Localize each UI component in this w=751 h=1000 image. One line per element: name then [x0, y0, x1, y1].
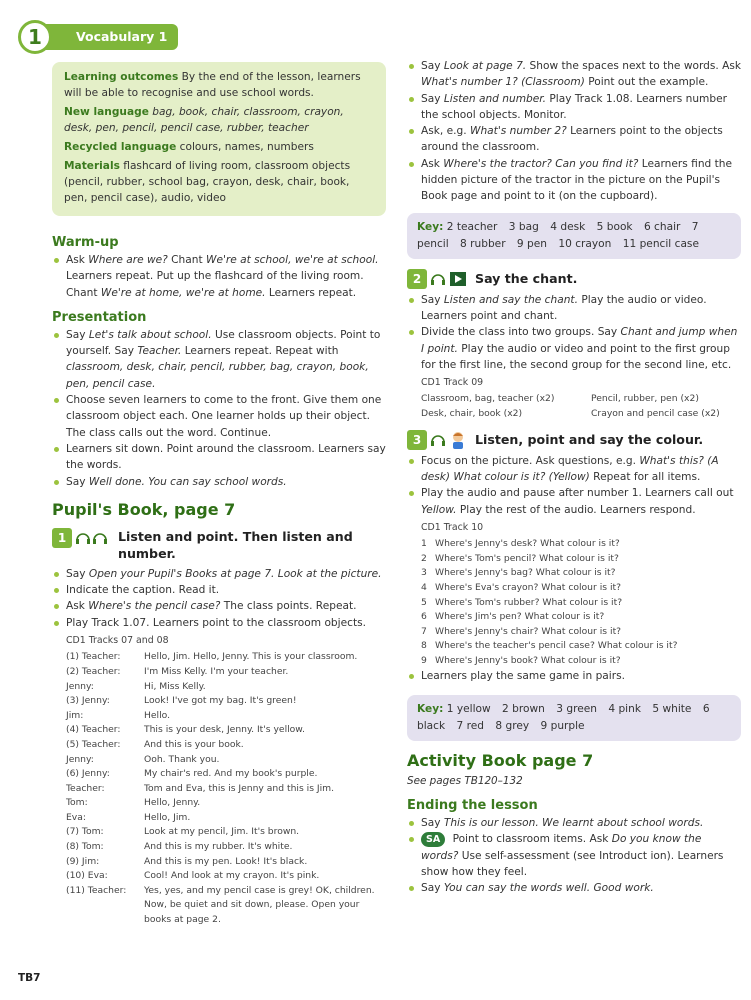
list-item: Focus on the picture. Ask questions, e.g. What's this? (A desk) What colour is it? (Yellow) Repeat for all items.: [407, 453, 741, 486]
materials-label: Materials: [64, 160, 120, 172]
script-line: Teacher: Tom and Eva, this is Jenny and this is Jim.: [66, 782, 335, 794]
activity-1-continued-list: [407, 58, 741, 205]
presentation-heading: Presentation: [52, 309, 147, 325]
list-item: SA Point to classroom items. Ask Do you know the words? Use self-assessment (see Introduct ion). Learners show how they feel.: [407, 831, 741, 880]
script-line: (3) Jenny: Look! I've got my bag. It's green!: [66, 695, 297, 707]
self-assessment-badge: SA: [421, 832, 445, 847]
headphones-icon: [74, 528, 110, 548]
learning-outcomes-text: By the end of the lesson, learners will be able to recognise and use school words.: [64, 71, 361, 99]
key-item: 2 brown: [502, 702, 545, 715]
list-item: Play the audio and pause after number 1. Learners call out Yellow. Play the rest of the audio. Learners respond.: [407, 485, 741, 518]
left-column: [52, 234, 386, 928]
headphones-icon: [429, 269, 447, 289]
question-line: 2 Where's Tom's pencil? What colour is it?: [421, 552, 619, 564]
ending-heading: Ending the lesson: [407, 798, 538, 814]
list-item: Say This is our lesson. We learnt about school words.: [407, 815, 741, 831]
track-title: CD1 Tracks 07 and 08: [66, 635, 169, 647]
activity-1-list: [52, 566, 386, 631]
list-item: Say Look at page 7. Show the spaces next to the words. Ask What's number 1? (Classroom) Point out the example.: [407, 58, 741, 91]
activity-title: Listen, point and say the colour.: [475, 432, 704, 448]
key-item: 3 bag: [508, 220, 539, 233]
lesson-info-box: [52, 62, 386, 216]
list-item: Say Listen and number. Play Track 1.08. Learners number the school objects. Monitor.: [407, 91, 741, 124]
script-line: (9) Jim: And this is my pen. Look! It's black.: [66, 855, 308, 867]
recycled-language-text: colours, names, numbers: [179, 141, 314, 153]
list-item: Ask Where's the tractor? Can you find it? Learners find the hidden picture of the tractor in the picture on the Pupil's Book page and point to it (on the cupboard).: [407, 156, 741, 205]
audio-script: [66, 650, 386, 927]
key-item: 9 pen: [516, 237, 547, 250]
list-item: Say You can say the words well. Good work.: [407, 880, 741, 896]
script-line: (2) Teacher: I'm Miss Kelly. I'm your teacher.: [66, 665, 289, 677]
track-title: CD1 Track 09: [421, 377, 484, 389]
question-line: 5 Where's Tom's rubber? What colour is it?: [421, 596, 623, 608]
question-line: 8 Where's the teacher's pencil case? What colour is it?: [421, 640, 678, 652]
key-item: 6 black: [417, 702, 710, 732]
activity-title: Say the chant.: [475, 271, 578, 287]
question-list: [421, 537, 741, 668]
new-language-label: New language: [64, 106, 149, 118]
activity-number: 1: [52, 528, 72, 548]
key-item: 8 rubber: [460, 237, 506, 250]
list-item: Say Let's talk about school. Use classroom objects. Point to yourself. Say Teacher. Learners repeat. Repeat with classroom, desk, chair, pencil, rubber, bag, crayon, book, pen, pencil case.: [52, 327, 386, 392]
list-item: Learners play the same game in pairs.: [407, 668, 741, 684]
presentation-list: [52, 327, 386, 490]
script-line: Jenny: Ooh. Thank you.: [66, 753, 220, 765]
list-item: Learners sit down. Point around the classroom. Learners say the words.: [52, 441, 386, 474]
question-line: 9 Where's Jenny's book? What colour is it?: [421, 654, 621, 666]
key-item: 4 desk: [550, 220, 586, 233]
key-item: 7 red: [456, 719, 484, 732]
activity-number: 3: [407, 430, 427, 450]
key-item: 3 green: [556, 702, 597, 715]
script-line: (6) Jenny: My chair's red. And my book's purple.: [66, 768, 318, 780]
activity-1-header: [52, 528, 386, 562]
script-line: (8) Tom: And this is my rubber. It's white.: [66, 841, 293, 853]
activity-book-heading: Activity Book page 7: [407, 750, 594, 770]
key-item: 6 chair: [643, 220, 681, 233]
question-line: 7 Where's Jenny's chair? What colour is it?: [421, 625, 622, 637]
key-item: 2 teacher: [446, 220, 498, 233]
activity-book-reference: See pages TB120–132: [407, 774, 523, 787]
activity-3-list: [407, 453, 741, 518]
learning-outcomes-label: Learning outcomes: [64, 71, 179, 83]
pupils-book-heading: Pupil's Book, page 7: [52, 499, 236, 519]
video-icon: [449, 269, 467, 289]
key-item: 5 white: [652, 702, 692, 715]
page-number: TB7: [18, 972, 41, 984]
key-item: 1 yellow: [446, 702, 491, 715]
recycled-language-label: Recycled language: [64, 141, 177, 153]
answer-key-2: [407, 695, 741, 741]
answer-key-1: [407, 213, 741, 259]
script-line: (7) Tom: Look at my pencil, Jim. It's brown.: [66, 826, 300, 838]
unit-number-badge: 1: [18, 20, 52, 54]
key-item: 7 pencil: [417, 220, 699, 250]
activity-title: Listen and point. Then listen and number.: [118, 528, 353, 561]
unit-title: Vocabulary 1: [76, 29, 168, 44]
list-item: Say Well done. You can say school words.: [52, 474, 386, 490]
list-item: Ask Where's the pencil case? The class points. Repeat.: [52, 598, 386, 614]
list-item: Say Open your Pupil's Books at page 7. Look at the picture.: [52, 566, 386, 582]
key-item: 4 pink: [608, 702, 641, 715]
ending-list: [407, 815, 741, 896]
key-item: 10 crayon: [558, 237, 612, 250]
key-item: 9 purple: [540, 719, 585, 732]
materials-text: flashcard of living room, classroom objects (pencil, rubber, school bag, crayon, desk, chair, book, pen, pencil case), audio, video: [64, 160, 351, 204]
unit-title-bar: [44, 24, 178, 50]
activity-2-list: [407, 292, 741, 373]
script-line: Jim: Hello.: [66, 709, 171, 721]
script-line: (11) Teacher: Yes, yes, and my pencil case is grey! OK, children. Now, be quiet and sit down, please. Open your books at page 2.: [66, 884, 375, 926]
right-column: [407, 58, 741, 897]
key-item: 8 grey: [495, 719, 530, 732]
question-line: 1 Where's Jenny's desk? What colour is it?: [421, 538, 620, 550]
script-line: Jenny: Hi, Miss Kelly.: [66, 680, 206, 692]
script-line: (10) Eva: Cool! And look at my crayon. It's pink.: [66, 870, 320, 882]
key-label: Key:: [417, 702, 444, 715]
list-item: Indicate the caption. Read it.: [52, 582, 386, 598]
activity-3-list-end: [407, 668, 741, 684]
headphones-icon: [429, 430, 447, 450]
warmup-heading: Warm-up: [52, 235, 119, 250]
script-line: Eva: Hello, Jim.: [66, 811, 191, 823]
script-line: (4) Teacher: This is your desk, Jenny. It's yellow.: [66, 724, 305, 736]
question-line: 3 Where's Jenny's bag? What colour is it?: [421, 567, 616, 579]
question-line: 4 Where's Eva's crayon? What colour is it?: [421, 581, 621, 593]
activity-2-header: [407, 269, 741, 289]
script-line: (1) Teacher: Hello, Jim. Hello, Jenny. This is your classroom.: [66, 651, 358, 663]
list-item: Choose seven learners to come to the front. Give them one classroom object each. One learner holds up their object. The class calls out the word. Continue.: [52, 392, 386, 441]
list-item: Play Track 1.07. Learners point to the classroom objects.: [52, 615, 386, 631]
key-label: Key:: [417, 220, 444, 233]
script-line: (5) Teacher: And this is your book.: [66, 738, 244, 750]
warmup-list: [52, 252, 386, 301]
question-line: 6 Where's Jim's pen? What colour is it?: [421, 611, 605, 623]
script-line: Tom: Hello, Jenny.: [66, 797, 201, 809]
key-item: 11 pencil case: [622, 237, 699, 250]
track-title: CD1 Track 10: [421, 521, 484, 533]
activity-3-header: [407, 430, 741, 450]
chant-lines: Classroom, bag, teacher (x2) Desk, chair, book (x2) Pencil, rubber, pen (x2) Crayon and pencil case (x2): [421, 393, 720, 420]
new-language-text: bag, book, chair, classroom, crayon, desk, pen, pencil, pencil case, rubber, teacher: [64, 106, 344, 134]
activity-number: 2: [407, 269, 427, 289]
list-item: Ask, e.g. What's number 2? Learners point to the objects around the classroom.: [407, 123, 741, 156]
list-item: Divide the class into two groups. Say Chant and jump when I point. Play the audio or video and point to the first group for the first line, the second group for the second line, etc.: [407, 324, 741, 373]
list-item: Ask Where are we? Chant We're at school, we're at school. Learners repeat. Put up the flashcard of the living room. Chant We're at home, we're at home. Learners repeat.: [52, 252, 386, 301]
list-item: Say Listen and say the chant. Play the audio or video. Learners point and chant.: [407, 292, 741, 325]
child-character-icon: [449, 430, 467, 450]
key-item: 5 book: [596, 220, 633, 233]
